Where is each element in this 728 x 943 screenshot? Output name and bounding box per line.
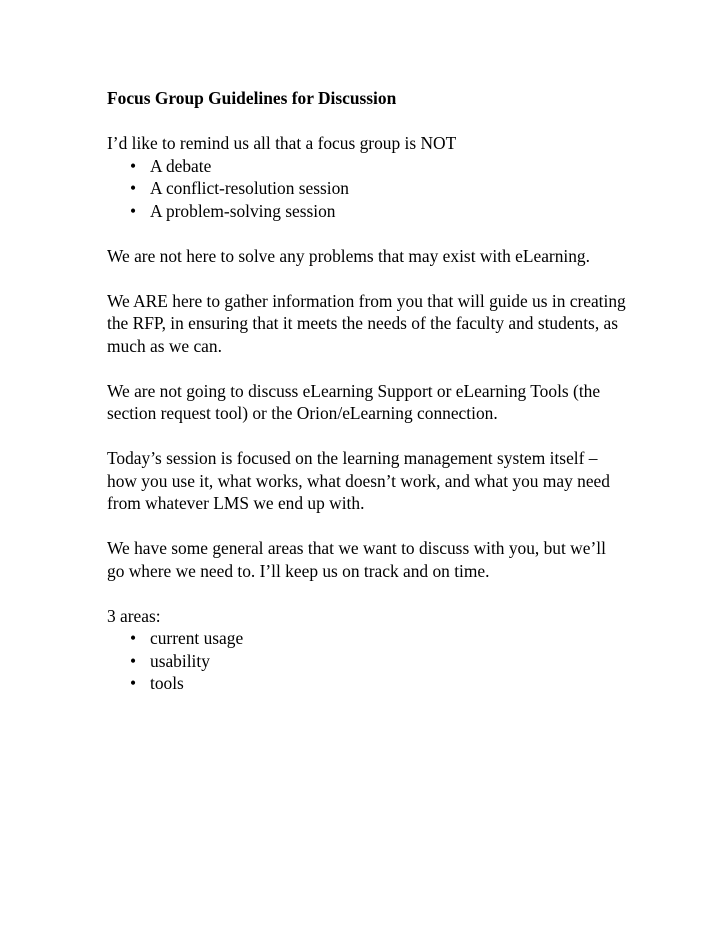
bullet-icon: • [130,673,137,693]
list-item-text: A debate [150,155,212,176]
list-item [107,200,627,223]
list-item [107,155,627,178]
paragraph-gather-info: We ARE here to gather information from you that will guide us in creating the RFP, in ensuring that it meets the needs of the faculty and students, as much as we can. [107,290,626,356]
paragraph-general-areas: We have some general areas that we want to discuss with you, but we’ll go where we need to. I’ll keep us on track and on time. [107,538,606,581]
document-page [107,87,627,717]
document-title: Focus Group Guidelines for Discussion [107,88,397,108]
list-item-text: current usage [150,628,244,648]
bullet-icon: • [130,628,137,648]
bullet-icon: • [130,200,137,221]
list-item [107,627,627,650]
list-item [107,672,627,695]
intro-text: I’d like to remind us all that a focus group is NOT [107,133,457,153]
bullet-icon: • [130,155,137,176]
bullet-icon: • [130,178,137,198]
paragraph-session-focus: Today’s session is focused on the learning management system itself – how you use it, what works, what doesn’t work, and what you may need from whatever LMS we end up with. [107,448,610,513]
not-list [107,155,627,223]
list-item-text: A conflict-resolution session [150,178,349,198]
list-item [107,177,627,200]
areas-label: 3 areas: [107,605,161,626]
list-item [107,650,627,673]
list-item-text: usability [150,650,210,671]
paragraph-not-discuss: We are not going to discuss eLearning Support or eLearning Tools (the section request tool) or the Orion/eLearning connection. [107,380,601,423]
paragraph-not-solving: We are not here to solve any problems that may exist with eLearning. [107,245,590,266]
areas-list [107,627,627,695]
bullet-icon: • [130,650,137,671]
list-item-text: A problem-solving session [150,200,336,221]
list-item-text: tools [150,673,184,693]
